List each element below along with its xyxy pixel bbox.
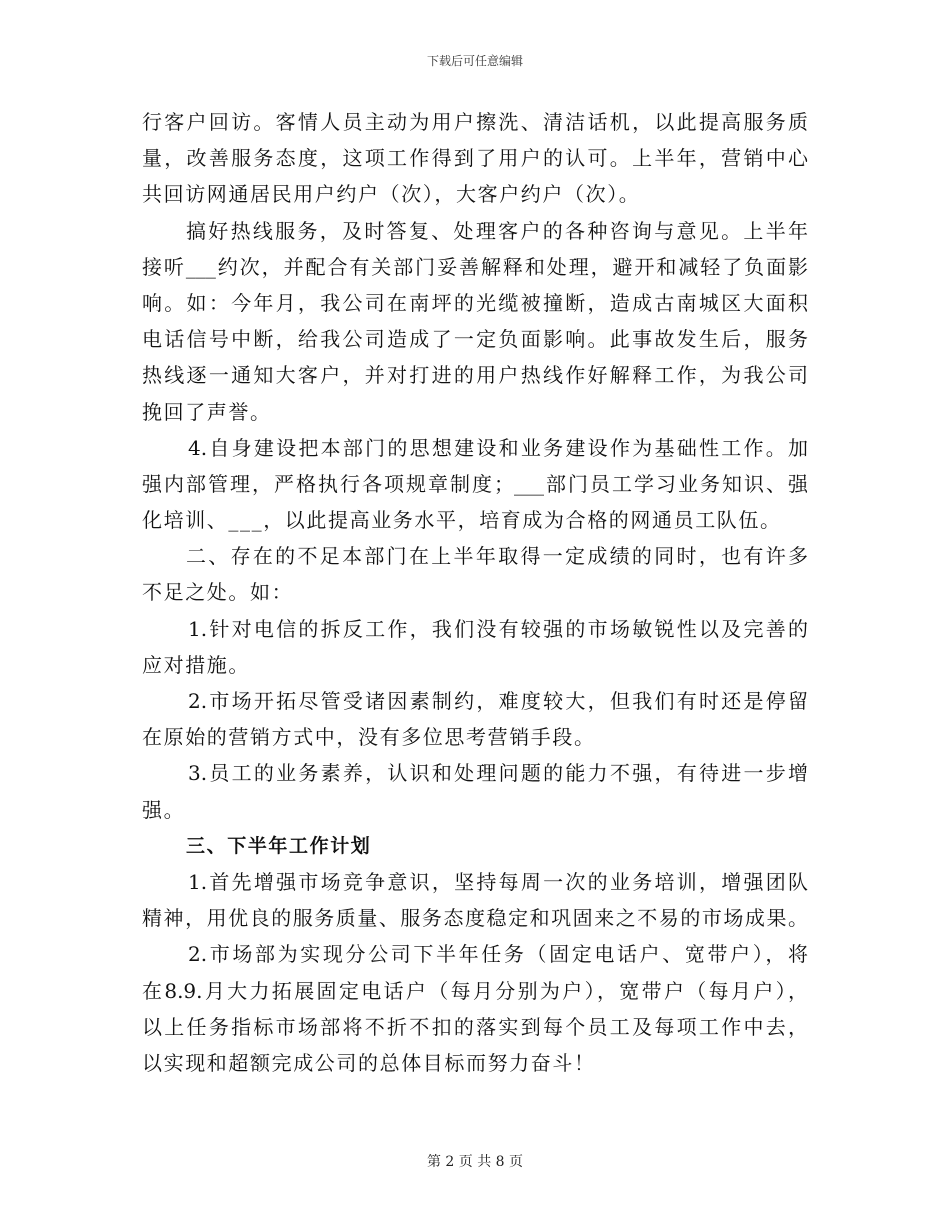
paragraph-first-line: 4.自身建设把本部门的思想建设和业务建设作为基础性工作。加 — [188, 435, 808, 460]
text-line: 共回访网通居民用户约户（次），大客户约户（次）。 — [142, 182, 641, 207]
text-line: 挽回了声誉。 — [142, 399, 272, 424]
paragraph-first-line: 搞好热线服务，及时答复、处理客户的各种咨询与意见。上半年 — [186, 218, 808, 243]
page-header: 下载后可任意编辑 — [426, 54, 523, 68]
text-line: 不足之处。如： — [142, 580, 294, 605]
text-line: 热线逐一通知大客户，并对打进的用户热线作好解释工作，为我公司 — [142, 363, 808, 388]
page-footer: 第 2 页 共 8 页 — [426, 1154, 524, 1170]
text-line: 以实现和超额完成公司的总体目标而努力奋斗！ — [142, 1050, 596, 1075]
text-line: 电话信号中断，给我公司造成了一定负面影响。此事故发生后，服务 — [142, 327, 808, 352]
section-heading: 三、下半年工作计划 — [186, 834, 372, 857]
text-line: 精神，用优良的服务质量、服务态度稳定和巩固来之不易的市场成果。 — [142, 906, 808, 931]
paragraph-first-line: 2.市场部为实现分公司下半年任务（固定电话户、宽带户），将 — [188, 942, 808, 967]
paragraph-first-line: 3.员工的业务素养，认识和处理问题的能力不强，有待进一步增 — [188, 761, 808, 786]
text-line: 应对措施。 — [142, 652, 250, 677]
text-line: 在8.9.月大力拓展固定电话户（每月分别为户），宽带户（每月户）， — [142, 978, 808, 1003]
text-line: 行客户回访。客情人员主动为用户擦洗、清洁话机，以此提高服务质 — [142, 110, 808, 134]
paragraph-first-line: 2.市场开拓尽管受诸因素制约，难度较大，但我们有时还是停留 — [188, 689, 808, 713]
paragraph-first-line: 1.首先增强市场竞争意识，坚持每周一次的业务培训，增强团队 — [188, 869, 808, 894]
text-line: 量，改善服务态度，这项工作得到了用户的认可。上半年，营销中心 — [142, 146, 808, 171]
text-line: 强。 — [142, 797, 186, 822]
text-line: 以上任务指标市场部将不折不扣的落实到每个员工及每项工作中去， — [142, 1014, 808, 1039]
text-line: 强内部管理，严格执行各项规章制度；___部门员工学习业务知识、强 — [142, 471, 808, 496]
text-line: 接听___约次，并配合有关部门妥善解释和处理，避开和减轻了负面影 — [142, 254, 808, 279]
paragraph-first-line: 二、存在的不足本部门在上半年取得一定成绩的同时，也有许多 — [186, 544, 808, 569]
text-line: 响。如：今年月，我公司在南坪的光缆被撞断，造成古南城区大面积 — [142, 290, 808, 315]
text-line: 化培训、___，以此提高业务水平，培育成为合格的网通员工队伍。 — [142, 508, 782, 533]
body-text — [142, 104, 808, 1081]
text-line: 在原始的营销方式中，没有多位思考营销手段。 — [142, 725, 596, 750]
paragraph-first-line: 1.针对电信的拆反工作，我们没有较强的市场敏锐性以及完善的 — [188, 616, 808, 641]
